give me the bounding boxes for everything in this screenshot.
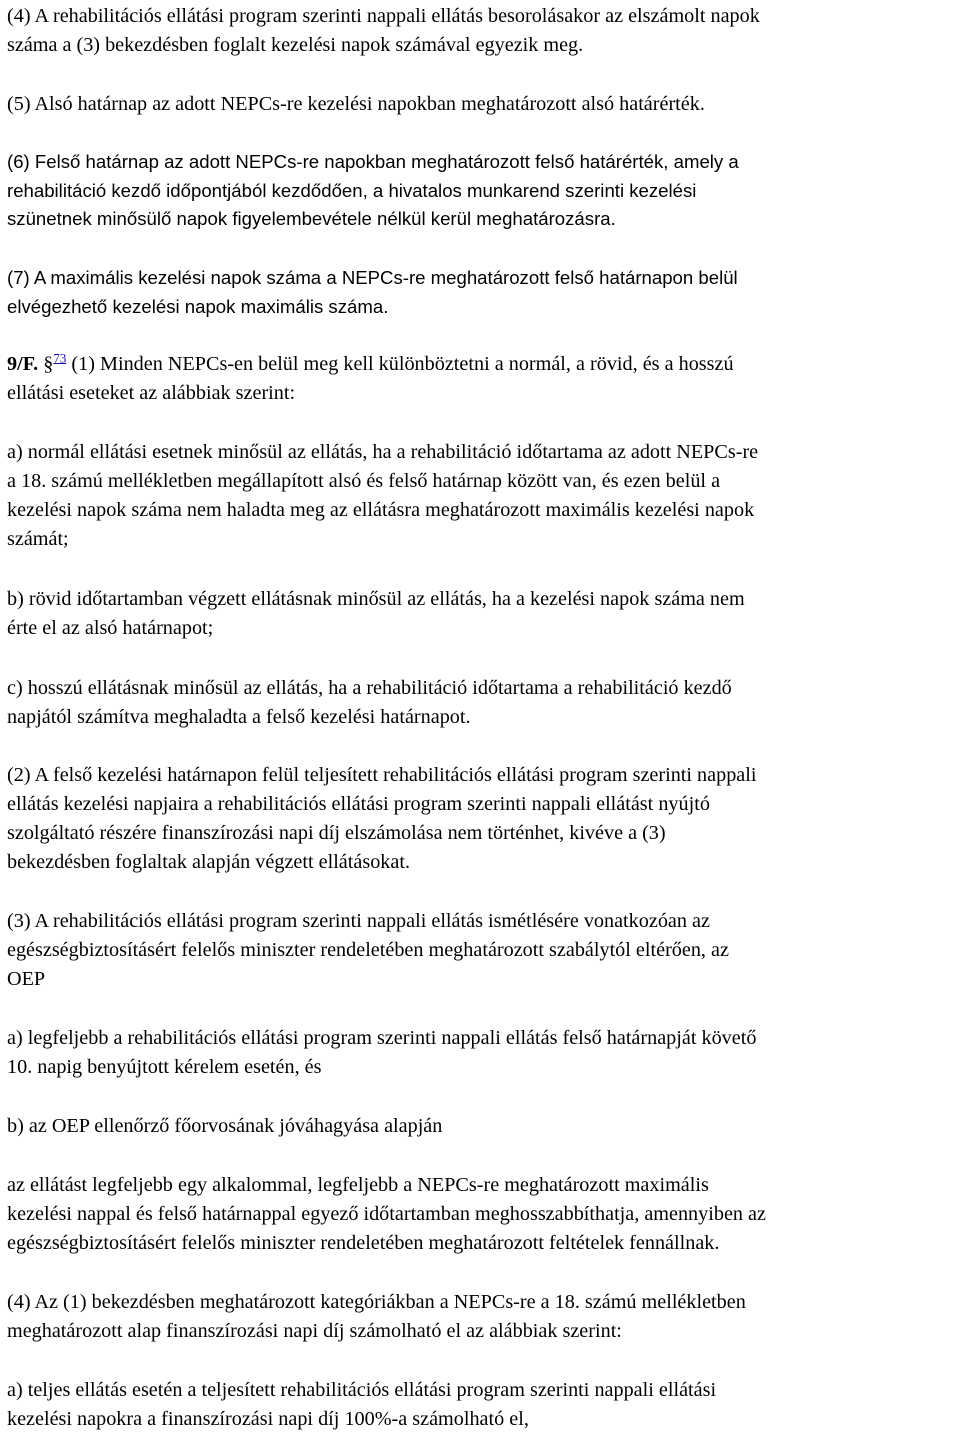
paragraph-6-line-1: (6) Felső határnap az adott NEPCs-re napokban meghatározott felső határérték, amely a (7, 151, 739, 172)
subsection-3-line-2: egészségbiztosításért felelős miniszter rendeletében meghatározott szabálytól eltérően, az (7, 939, 729, 961)
item-c-line-2: napjától számítva meghaladta a felső kezelési határnapot. (7, 706, 471, 728)
paragraph-4-line-2: száma a (3) bekezdésben foglalt kezelési napok számával egyezik meg. (7, 34, 584, 56)
paragraph-7-line-1: (7) A maximális kezelési napok száma a NEPCs-re meghatározott felső határnapon belül (7, 267, 738, 288)
section-symbol: § (43, 353, 54, 375)
item-a-line-4: számát; (7, 528, 69, 550)
subsection-3-tail-line-1: az ellátást legfeljebb egy alkalommal, legfeljebb a NEPCs-re meghatározott maximális (7, 1174, 709, 1196)
subsection-4-line-1: (4) Az (1) bekezdésben meghatározott kategóriákban a NEPCs-re a 18. számú mellékletben (7, 1291, 746, 1313)
item-b-line-1: b) rövid időtartamban végzett ellátásnak minősül az ellátás, ha a kezelési napok száma nem (7, 588, 745, 610)
item-c-line-1: c) hosszú ellátásnak minősül az ellátás, ha a rehabilitáció időtartama a rehabilitáció kezdő (7, 677, 732, 699)
subsection-3-b-line-1: b) az OEP ellenőrző főorvosának jóváhagyása alapján (7, 1115, 443, 1137)
item-b-line-2: érte el az alsó határnapot; (7, 617, 214, 639)
subsection-2-line-4: bekezdésben foglaltak alapján végzett ellátásokat. (7, 851, 411, 873)
section-9f-line-1 (7, 352, 734, 376)
subsection-2-line-3: szolgáltató részére finanszírozási napi díj elszámolása nem történhet, kivéve a (3) (7, 822, 666, 844)
subsection-4-a-line-1: a) teljes ellátás esetén a teljesített rehabilitációs ellátási program szerinti nappali ellátási (7, 1379, 717, 1401)
paragraph-5-line-1: (5) Alsó határnap az adott NEPCs-re kezelési napokban meghatározott alsó határérték. (7, 93, 705, 115)
paragraph-6-line-2: rehabilitáció kezdő időpontjából kezdődően, a hivatalos munkarend szerinti kezelési (7, 180, 697, 201)
subsection-3-tail-line-2: kezelési nappal és felső határnappal egyező időtartamban meghosszabbíthatja, amennyiben az (7, 1203, 766, 1225)
footnote-link-73[interactable]: 73 (53, 350, 67, 366)
paragraph-6-line-3: szünetnek minősülő napok figyelembevétele nélkül kerül meghatározásra. (7, 208, 616, 229)
item-a-line-1: a) normál ellátási esetnek minősül az ellátás, ha a rehabilitáció időtartama az adott NEPCs-re (7, 441, 759, 463)
subsection-3-a-line-2: 10. napig benyújtott kérelem esetén, és (7, 1056, 322, 1078)
subsection-4-line-2: meghatározott alap finanszírozási napi díj számolható el az alábbiak szerint: (7, 1320, 622, 1342)
paragraph-7-line-2: elvégezhető kezelési napok maximális száma. (7, 296, 389, 317)
subsection-3-line-1: (3) A rehabilitációs ellátási program szerinti nappali ellátás ismétlésére vonatkozóan az (7, 910, 710, 932)
subsection-4-a-line-2: kezelési napokra a finanszírozási napi díj 100%-a számolható el, (7, 1408, 529, 1430)
paragraph-4-line-1: (4) A rehabilitációs ellátási program szerinti nappali ellátás besorolásakor az elszámolt napok (7, 5, 760, 27)
subsection-3-a-line-1: a) legfeljebb a rehabilitációs ellátási program szerinti nappali ellátás felső határnapját követő (7, 1027, 757, 1049)
subsection-3-line-3: OEP (7, 968, 46, 990)
item-a-line-2: a 18. számú mellékletben megállapított alsó és felső határnap között van, és ezen belül a (7, 470, 721, 492)
subsection-3-tail-line-3: egészségbiztosításért felelős miniszter rendeletében meghatározott feltételek fennállnak. (7, 1232, 720, 1254)
subsection-2-line-1: (2) A felső kezelési határnapon felül teljesített rehabilitációs ellátási program szerinti nappali (7, 764, 757, 786)
section-9f-text: (1) Minden NEPCs-en belül meg kell különböztetni a normál, a rövid, és a hosszú (66, 353, 734, 375)
section-9f-line-2: ellátási eseteket az alábbiak szerint: (7, 382, 296, 404)
section-heading: 9/F. (7, 353, 39, 375)
subsection-2-line-2: ellátás kezelési napjaira a rehabilitációs ellátási program szerinti nappali ellátást nyújtó (7, 793, 710, 815)
item-a-line-3: kezelési napok száma nem haladta meg az ellátásra meghatározott maximális kezelési napok (7, 499, 755, 521)
